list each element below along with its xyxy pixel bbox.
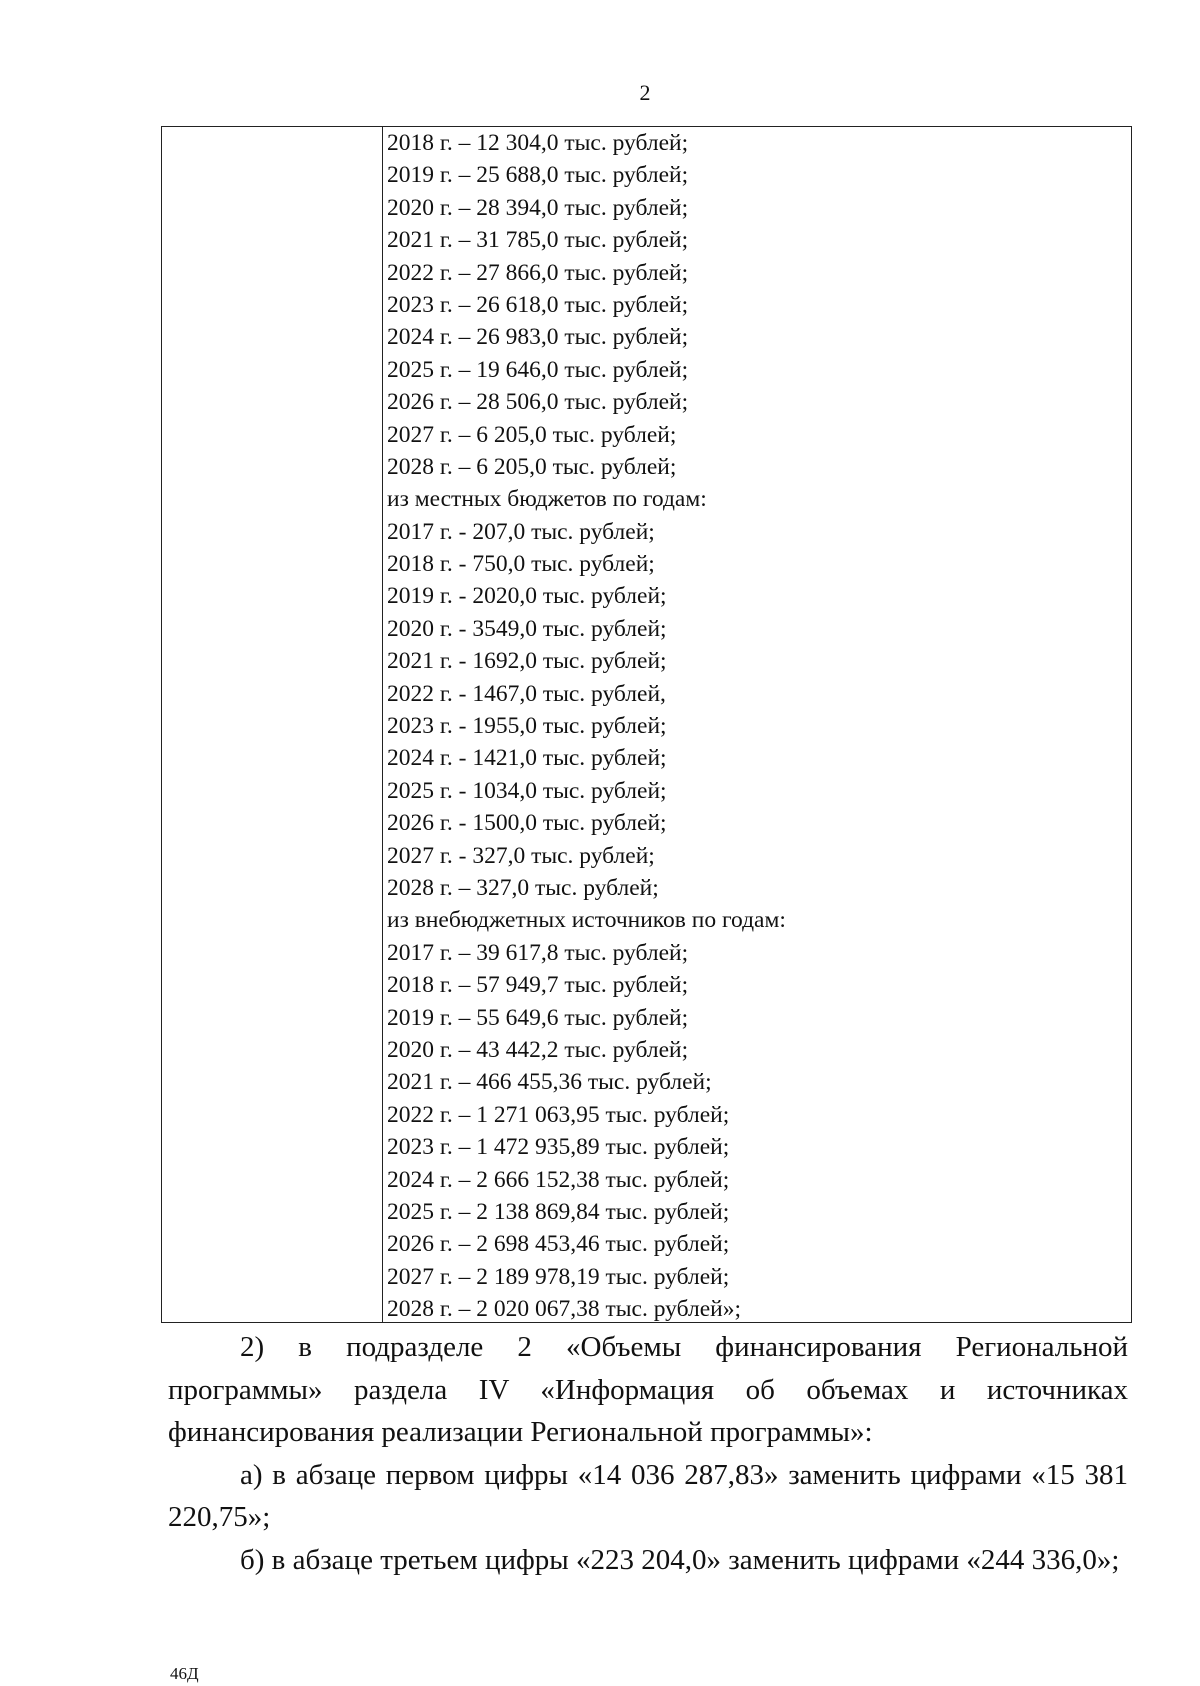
- table-line: 2019 г. – 25 688,0 тыс. рублей;: [387, 162, 689, 189]
- table-line: 2017 г. – 39 617,8 тыс. рублей;: [387, 939, 689, 966]
- table-line: 2022 г. – 1 271 063,95 тыс. рублей;: [387, 1101, 730, 1128]
- table-line: из местных бюджетов по годам:: [387, 486, 707, 513]
- table-line: 2024 г. – 2 666 152,38 тыс. рублей;: [387, 1166, 730, 1193]
- table-line: 2020 г. - 3549,0 тыс. рублей;: [387, 615, 667, 642]
- table-line: 2021 г. – 31 785,0 тыс. рублей;: [387, 227, 689, 254]
- table-line: 2025 г. – 19 646,0 тыс. рублей;: [387, 356, 689, 383]
- table-line: 2018 г. – 57 949,7 тыс. рублей;: [387, 972, 689, 999]
- table-line: 2020 г. – 43 442,2 тыс. рублей;: [387, 1036, 689, 1063]
- paragraph-a: а) в абзаце первом цифры «14 036 287,83» заменить цифрами «15 381 220,75»;: [168, 1458, 1128, 1533]
- table-line: 2018 г. - 750,0 тыс. рублей;: [387, 551, 655, 578]
- table-line: 2027 г. – 2 189 978,19 тыс. рублей;: [387, 1263, 730, 1290]
- table-line: 2023 г. – 1 472 935,89 тыс. рублей;: [387, 1134, 730, 1161]
- table-line: 2026 г. - 1500,0 тыс. рублей;: [387, 810, 667, 837]
- table-line: 2018 г. – 12 304,0 тыс. рублей;: [387, 130, 689, 156]
- table-line: 2023 г. – 26 618,0 тыс. рублей;: [387, 291, 689, 318]
- table-line: 2026 г. – 28 506,0 тыс. рублей;: [387, 389, 689, 416]
- table-line: 2026 г. – 2 698 453,46 тыс. рублей;: [387, 1231, 730, 1258]
- page-number: 2: [639, 80, 651, 105]
- table-line: 2027 г. – 6 205,0 тыс. рублей;: [387, 421, 677, 448]
- financing-table: [161, 126, 1132, 1323]
- footer-code: 46Д: [170, 1664, 199, 1683]
- table-line: 2024 г. - 1421,0 тыс. рублей;: [387, 745, 667, 772]
- paragraph-b: б) в абзаце третьем цифры «223 204,0» заменить цифрами «244 336,0»;: [240, 1543, 1120, 1576]
- table-line: 2027 г. - 327,0 тыс. рублей;: [387, 842, 655, 869]
- table-line: 2022 г. – 27 866,0 тыс. рублей;: [387, 259, 689, 286]
- body-text: [168, 1326, 1128, 1581]
- table-line: 2025 г. – 2 138 869,84 тыс. рублей;: [387, 1198, 730, 1225]
- table-line: 2019 г. – 55 649,6 тыс. рублей;: [387, 1004, 689, 1031]
- table-line: 2024 г. – 26 983,0 тыс. рублей;: [387, 324, 689, 351]
- table-line: 2022 г. - 1467,0 тыс. рублей,: [387, 680, 666, 707]
- table-line: 2019 г. - 2020,0 тыс. рублей;: [387, 583, 667, 610]
- table-line: 2025 г. - 1034,0 тыс. рублей;: [387, 777, 667, 804]
- table-line: 2028 г. – 2 020 067,38 тыс. рублей»;: [387, 1296, 741, 1323]
- table-line: 2028 г. – 6 205,0 тыс. рублей;: [387, 453, 677, 480]
- table-line: 2021 г. – 466 455,36 тыс. рублей;: [387, 1069, 712, 1096]
- table-column-divider: [382, 127, 383, 1322]
- table-line: 2023 г. - 1955,0 тыс. рублей;: [387, 713, 667, 740]
- table-line: 2021 г. - 1692,0 тыс. рублей;: [387, 648, 667, 675]
- table-line: 2020 г. – 28 394,0 тыс. рублей;: [387, 194, 689, 221]
- table-line: 2028 г. – 327,0 тыс. рублей;: [387, 874, 659, 901]
- paragraph-subsection-2: 2) в подразделе 2 «Объемы финансирования Региональной программы» раздела IV «Информация об объемах и источниках финансирования реализации Региональной программы»:: [168, 1331, 1128, 1448]
- financing-lines: [387, 127, 1127, 1325]
- table-line: из внебюджетных источников по годам:: [387, 907, 786, 934]
- table-line: 2017 г. - 207,0 тыс. рублей;: [387, 518, 655, 545]
